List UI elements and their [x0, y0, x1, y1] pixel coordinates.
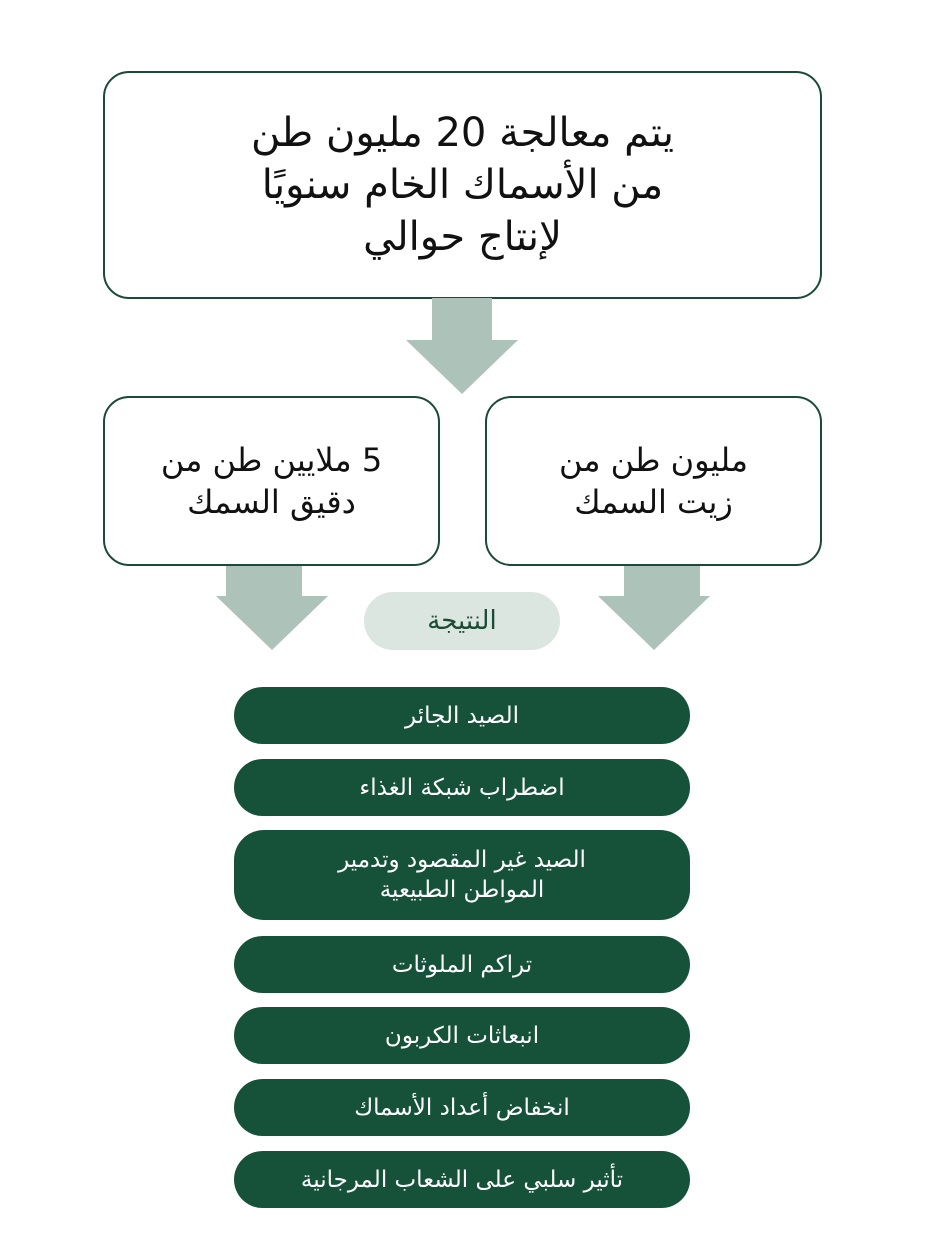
arrow-down-icon	[406, 298, 518, 394]
outcome-item: انبعاثات الكربون	[234, 1007, 690, 1064]
fish-meal-text: 5 ملايين طن من دقيق السمك	[160, 441, 383, 521]
outcome-item: الصيد غير المقصود وتدمير المواطن الطبيعية	[234, 830, 690, 920]
outcome-item: الصيد الجائر	[234, 687, 690, 744]
source-box	[103, 71, 822, 299]
fish-meal-box	[103, 396, 440, 566]
arrow-down-right-icon	[598, 566, 710, 650]
source-text: يتم معالجة 20 مليون طن من الأسماك الخام سنويًا لإنتاج حوالي	[250, 110, 675, 260]
outcome-item: تأثير سلبي على الشعاب المرجانية	[234, 1151, 690, 1208]
outcome-item: اضطراب شبكة الغذاء	[234, 759, 690, 816]
fish-oil-text: مليون طن من زيت السمك	[558, 441, 749, 521]
result-label: النتيجة	[364, 592, 560, 650]
outcome-item: انخفاض أعداد الأسماك	[234, 1079, 690, 1136]
outcome-item: تراكم الملوثات	[234, 936, 690, 993]
arrow-down-left-icon	[216, 566, 328, 650]
fish-oil-box	[485, 396, 822, 566]
